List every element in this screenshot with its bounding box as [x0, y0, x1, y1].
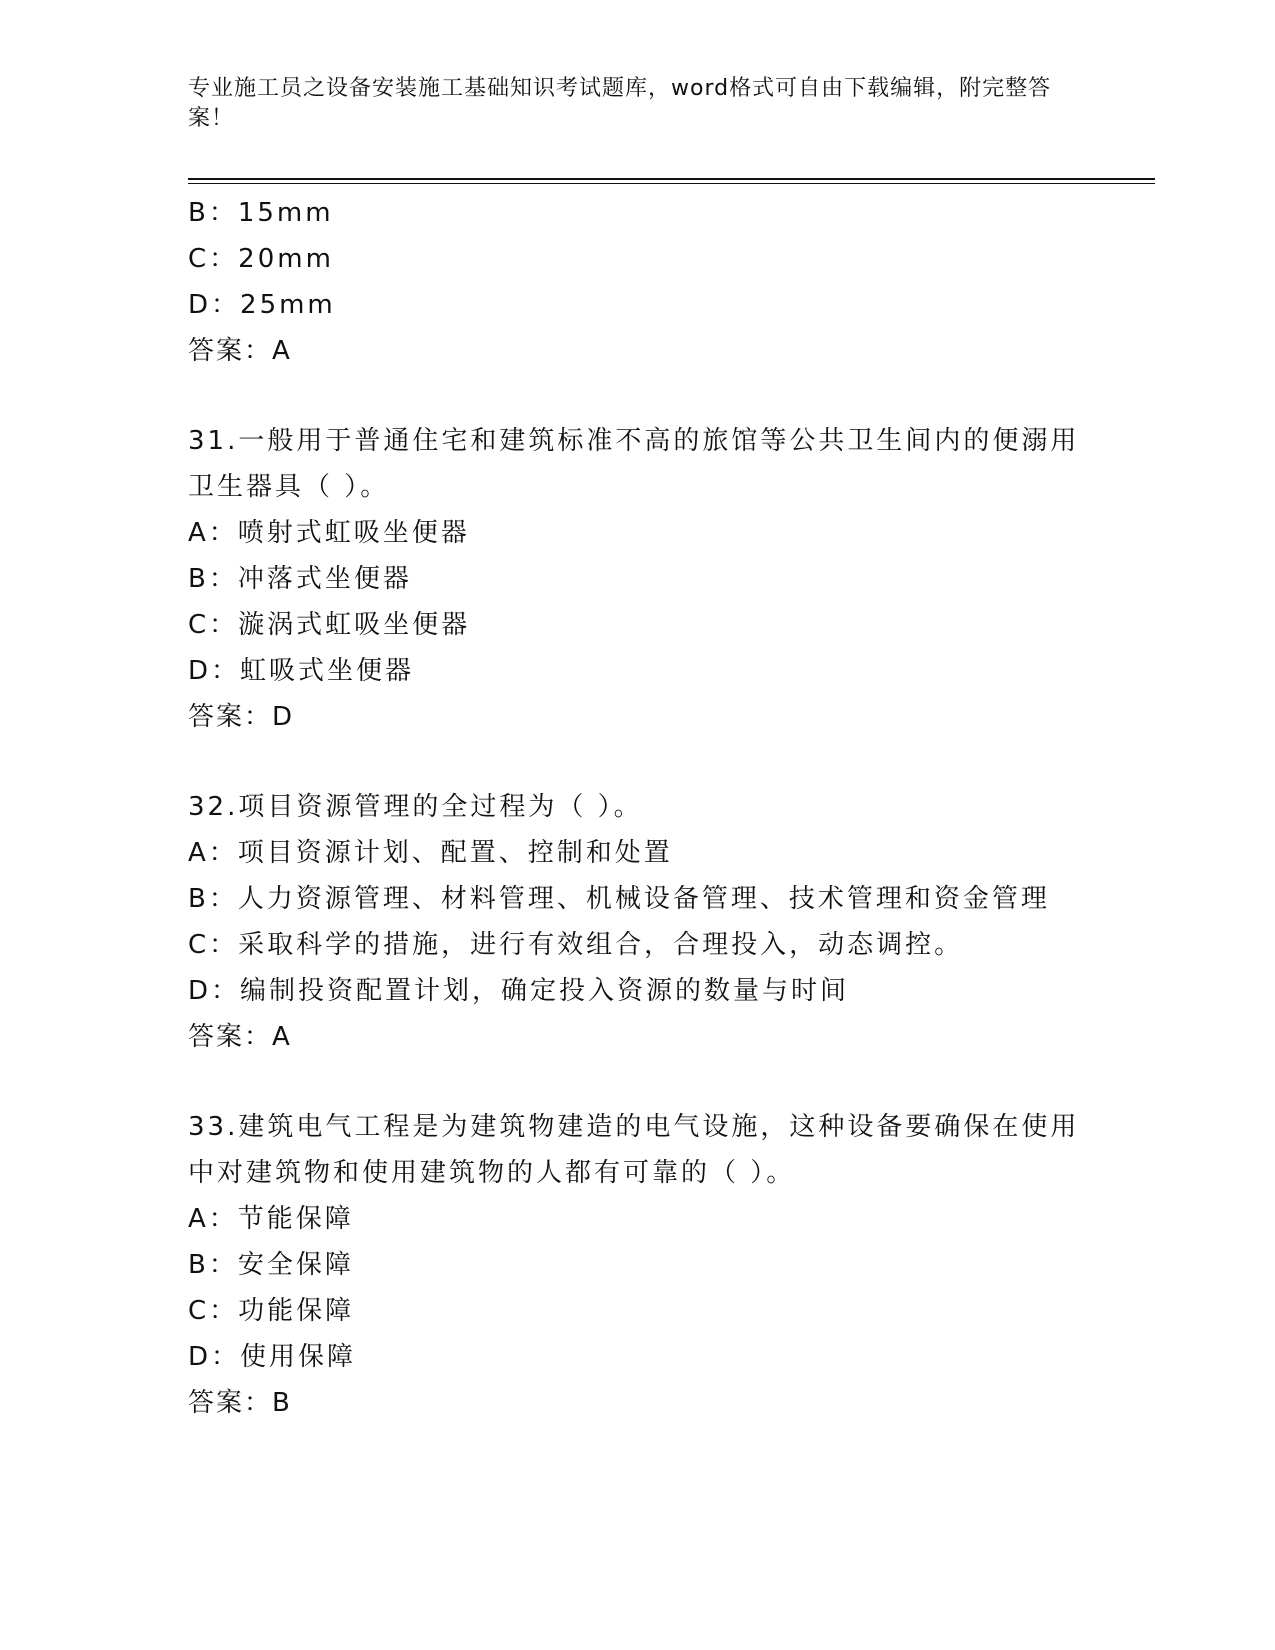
spacer	[188, 1060, 1088, 1104]
previous-question-tail	[188, 190, 1088, 374]
answer-line: 答案：A	[188, 336, 292, 366]
question-33	[188, 1104, 1088, 1426]
header-divider-thin	[188, 183, 1155, 184]
question-stem-line: 卫生器具（ ）。	[188, 472, 390, 502]
answer-line: 答案：B	[188, 1388, 292, 1418]
option-b: B：15mm	[188, 198, 334, 228]
option-a: A：喷射式虹吸坐便器	[188, 518, 470, 548]
option-c: C：功能保障	[188, 1296, 355, 1326]
answer-line: 答案：D	[188, 702, 295, 732]
header-divider-thick	[188, 178, 1155, 180]
question-31	[188, 418, 1088, 740]
option-d: D：25mm	[188, 290, 336, 320]
answer-line: 答案：A	[188, 1022, 292, 1052]
option-b: B：人力资源管理、材料管理、机械设备管理、技术管理和资金管理	[188, 884, 1050, 914]
option-a: A：节能保障	[188, 1204, 354, 1234]
option-d: D：使用保障	[188, 1342, 357, 1372]
question-stem-line: 33.建筑电气工程是为建筑物建造的电气设施，这种设备要确保在使用	[188, 1112, 1080, 1142]
question-content	[188, 190, 1088, 1426]
document-header: 专业施工员之设备安装施工基础知识考试题库，word格式可自由下载编辑，附完整答案！	[188, 76, 1052, 131]
option-c: C：漩涡式虹吸坐便器	[188, 610, 471, 640]
option-b: B：冲落式坐便器	[188, 564, 412, 594]
option-c: C：20mm	[188, 244, 334, 274]
option-d: D：编制投资配置计划，确定投入资源的数量与时间	[188, 976, 850, 1006]
question-stem-line: 32.项目资源管理的全过程为（ ）。	[188, 792, 643, 822]
option-b: B：安全保障	[188, 1250, 354, 1280]
spacer	[188, 374, 1088, 418]
spacer	[188, 740, 1088, 784]
question-stem-line: 31.一般用于普通住宅和建筑标准不高的旅馆等公共卫生间内的便溺用	[188, 426, 1080, 456]
option-c: C：采取科学的措施，进行有效组合，合理投入，动态调控。	[188, 930, 964, 960]
question-stem-line: 中对建筑物和使用建筑物的人都有可靠的（ ）。	[188, 1158, 796, 1188]
question-32	[188, 784, 1088, 1060]
option-d: D：虹吸式坐便器	[188, 656, 415, 686]
option-a: A：项目资源计划、配置、控制和处置	[188, 838, 673, 868]
